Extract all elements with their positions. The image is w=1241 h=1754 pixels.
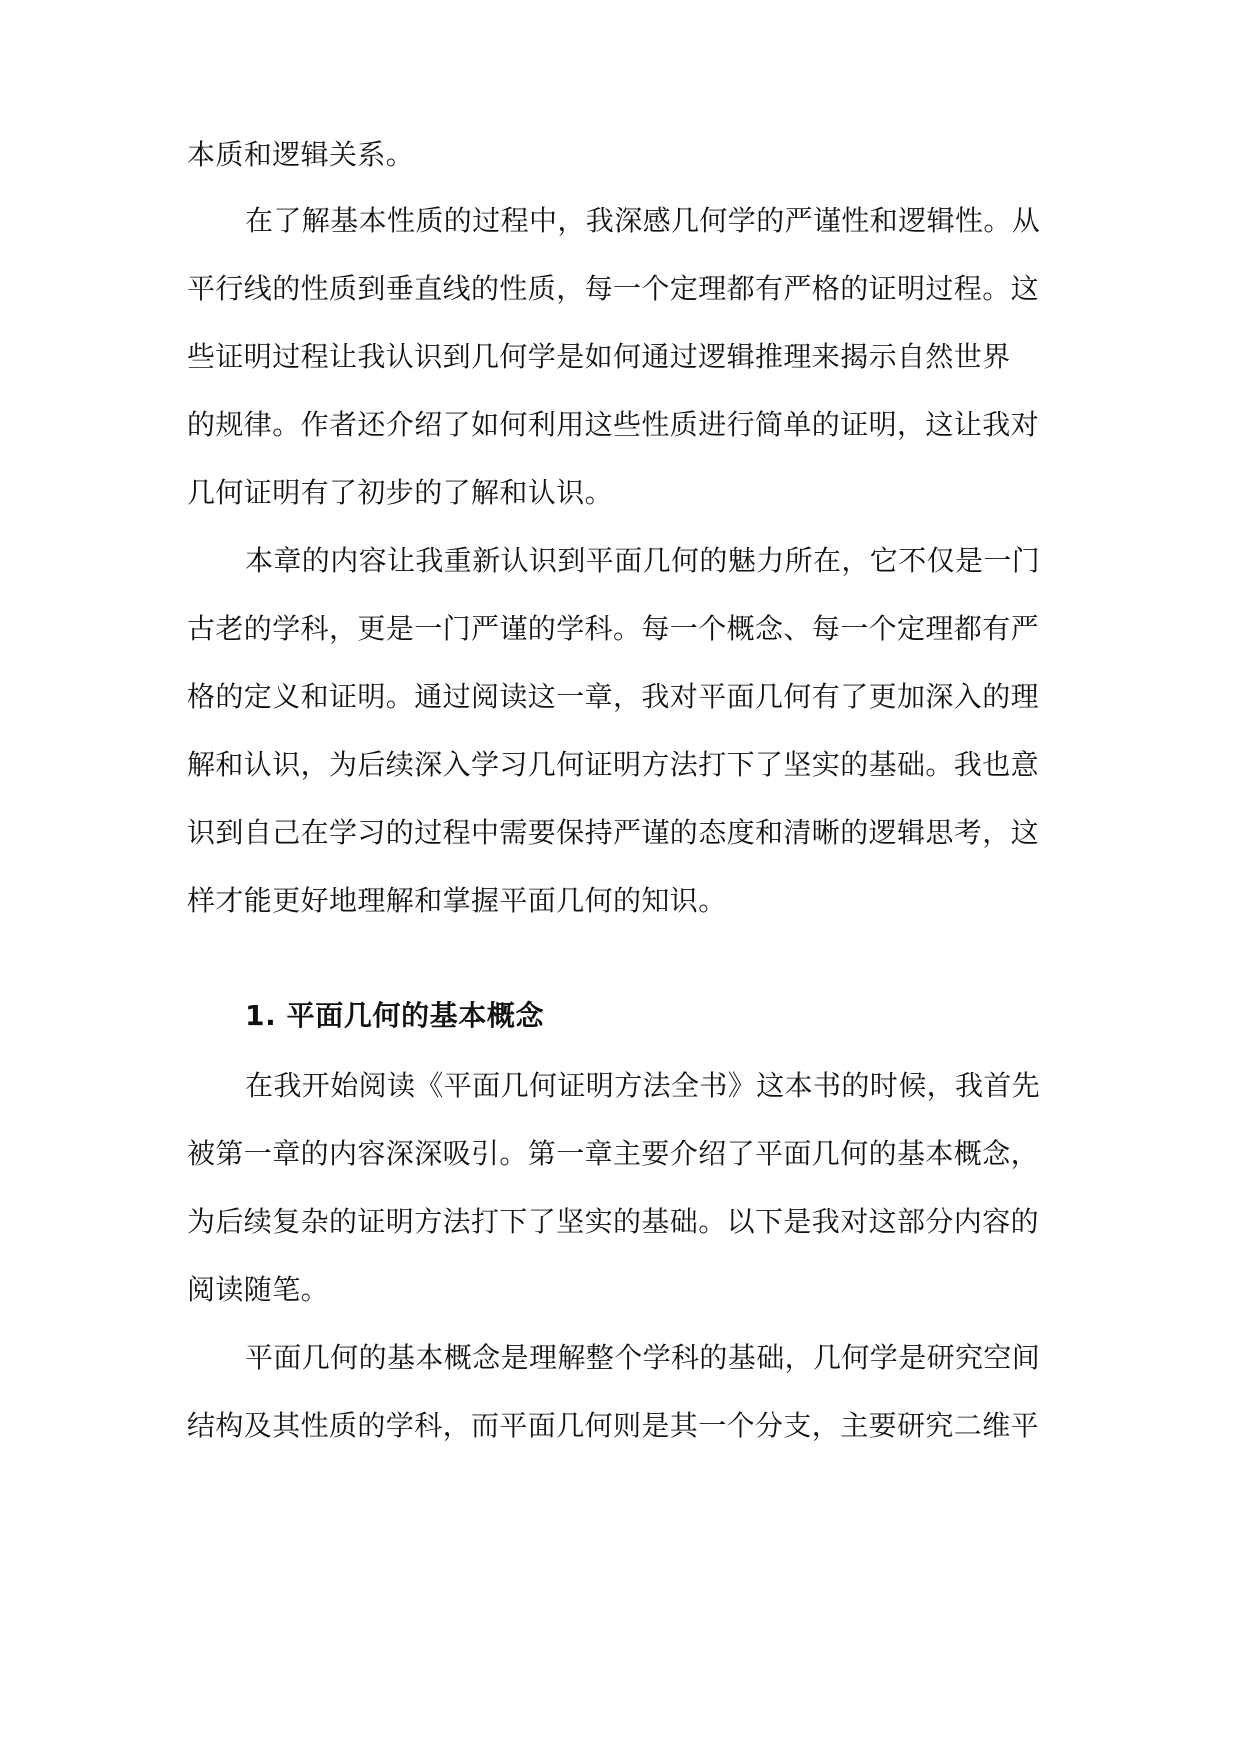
paragraph-line: 被第一章的内容深深吸引。第一章主要介绍了平面几何的基本概念， bbox=[187, 1137, 1040, 1170]
paragraph-line: 平行线的性质到垂直线的性质，每一个定理都有严格的证明过程。这 bbox=[187, 272, 1040, 305]
paragraph-line: 本章的内容让我重新认识到平面几何的魅力所在，它不仅是一门 bbox=[245, 544, 1041, 577]
paragraph-line: 在了解基本性质的过程中，我深感几何学的严谨性和逻辑性。从 bbox=[245, 204, 1041, 237]
paragraph-line: 结构及其性质的学科，而平面几何则是其一个分支，主要研究二维平 bbox=[187, 1409, 1040, 1442]
paragraph-line: 在我开始阅读《平面几何证明方法全书》这本书的时候，我首先 bbox=[245, 1069, 1041, 1102]
paragraph-line: 为后续复杂的证明方法打下了坚实的基础。以下是我对这部分内容的 bbox=[187, 1205, 1040, 1238]
paragraph-line: 样才能更好地理解和掌握平面几何的知识。 bbox=[187, 884, 727, 917]
paragraph-line: 本质和逻辑关系。 bbox=[187, 138, 415, 171]
paragraph-line: 几何证明有了初步的了解和认识。 bbox=[187, 476, 614, 509]
paragraph-line: 古老的学科，更是一门严谨的学科。每一个概念、每一个定理都有严 bbox=[187, 612, 1040, 645]
paragraph-line: 格的定义和证明。通过阅读这一章，我对平面几何有了更加深入的理 bbox=[187, 680, 1040, 713]
section-heading: 1. 平面几何的基本概念 bbox=[245, 999, 545, 1032]
paragraph-line: 的规律。作者还介绍了如何利用这些性质进行简单的证明，这让我对 bbox=[187, 408, 1040, 441]
paragraph-line: 解和认识，为后续深入学习几何证明方法打下了坚实的基础。我也意 bbox=[187, 748, 1040, 781]
paragraph-line: 识到自己在学习的过程中需要保持严谨的态度和清晰的逻辑思考，这 bbox=[187, 816, 1040, 849]
paragraph-line: 阅读随笔。 bbox=[187, 1273, 330, 1306]
paragraph-line: 些证明过程让我认识到几何学是如何通过逻辑推理来揭示自然世界 bbox=[187, 340, 1011, 373]
paragraph-line: 平面几何的基本概念是理解整个学科的基础，几何学是研究空间 bbox=[245, 1341, 1041, 1374]
